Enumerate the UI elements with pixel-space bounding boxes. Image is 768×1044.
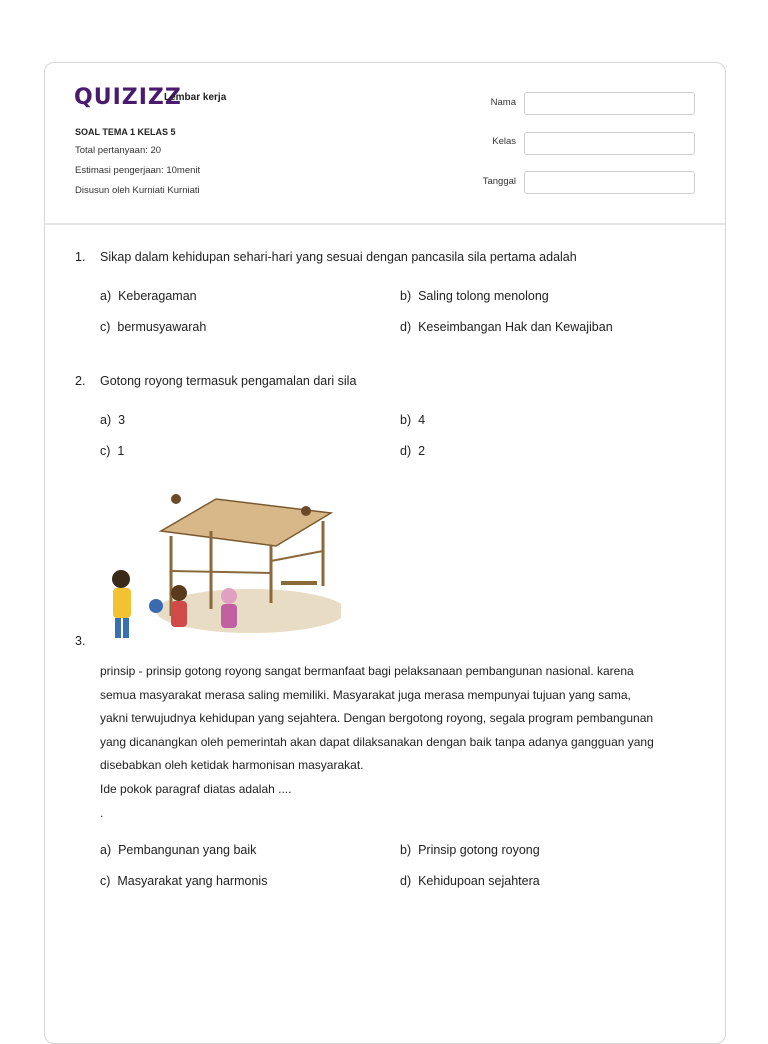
- option-text: Prinsip gotong royong: [418, 843, 540, 857]
- option-text: Keseimbangan Hak dan Kewajiban: [418, 320, 613, 334]
- paragraph-line: disebabkan oleh ketidak harmonisan masyarakat.: [100, 758, 364, 773]
- option-d[interactable]: [400, 444, 425, 458]
- worksheet-title: SOAL TEMA 1 KELAS 5: [75, 127, 176, 137]
- option-letter: b): [400, 843, 412, 857]
- option-letter: a): [100, 289, 112, 303]
- question-text: Gotong royong termasuk pengamalan dari sila: [100, 374, 357, 388]
- question-paragraph: [100, 660, 710, 825]
- paragraph-line: yang dicanangkan oleh pemerintah akan dapat dilaksanakan dengan baik tanpa adanya gangguan yang: [100, 734, 654, 749]
- option-letter: d): [400, 444, 412, 458]
- option-letter: a): [100, 843, 112, 857]
- option-d[interactable]: [400, 874, 540, 888]
- option-text: Pembangunan yang baik: [118, 843, 257, 857]
- option-c[interactable]: [100, 444, 124, 458]
- option-text: Kehidupoan sejahtera: [418, 874, 540, 888]
- quizizz-logo: QUIZIZZ: [74, 85, 182, 110]
- option-text: bermusyawarah: [117, 320, 207, 334]
- option-letter: c): [100, 320, 111, 334]
- option-letter: c): [100, 874, 111, 888]
- option-letter: c): [100, 444, 111, 458]
- option-a[interactable]: [100, 289, 197, 303]
- option-letter: b): [400, 289, 412, 303]
- option-c[interactable]: [100, 874, 267, 888]
- question-prompt: Ide pokok paragraf diatas adalah ....: [100, 781, 292, 796]
- option-letter: a): [100, 413, 112, 427]
- paragraph-line: semua masyarakat merasa saling memiliki. Masyarakat juga merasa mempunyai tujuan yang sama,: [100, 687, 631, 702]
- option-text: 3: [118, 413, 126, 427]
- name-field[interactable]: [524, 92, 695, 115]
- question-number: 3.: [75, 634, 86, 648]
- option-letter: d): [400, 320, 412, 334]
- worksheet-label: Lembar kerja: [164, 92, 227, 103]
- question-number: 2.: [75, 374, 86, 388]
- author-line: Disusun oleh Kurniati Kurniati: [75, 185, 200, 196]
- option-a[interactable]: [100, 843, 256, 857]
- option-b[interactable]: [400, 289, 549, 303]
- name-label: Nama: [490, 97, 516, 108]
- paragraph-line: yakni terwujudnya kehidupan yang sejahtera. Dengan bergotong royong, segala program pembangunan: [100, 711, 654, 726]
- option-text: Saling tolong menolong: [418, 289, 549, 303]
- option-text: 1: [117, 444, 125, 458]
- option-a[interactable]: [100, 413, 125, 427]
- date-field[interactable]: [524, 171, 695, 194]
- option-text: 4: [418, 413, 426, 427]
- option-b[interactable]: [400, 843, 540, 857]
- estimated-time: Estimasi pengerjaan: 10menit: [75, 165, 201, 176]
- option-text: Masyarakat yang harmonis: [117, 874, 268, 888]
- option-c[interactable]: [100, 320, 206, 334]
- date-label: Tanggal: [482, 176, 516, 187]
- option-letter: b): [400, 413, 412, 427]
- option-text: Keberagaman: [118, 289, 197, 303]
- worksheet-card: [44, 62, 726, 1044]
- gotong-royong-illustration: [101, 491, 341, 646]
- total-questions: Total pertanyaan: 20: [75, 145, 162, 156]
- option-d[interactable]: [400, 320, 613, 334]
- class-field[interactable]: [524, 132, 695, 155]
- paragraph-line: prinsip - prinsip gotong royong sangat bermanfaat bagi pelaksanaan pembangunan nasional. karena: [100, 664, 634, 678]
- option-b[interactable]: [400, 413, 425, 427]
- option-letter: d): [400, 874, 412, 888]
- question-text: Sikap dalam kehidupan sehari-hari yang sesuai dengan pancasila sila pertama adalah: [100, 250, 577, 264]
- class-label: Kelas: [492, 136, 516, 147]
- worksheet-header: [45, 63, 725, 225]
- question-number: 1.: [75, 250, 86, 264]
- paragraph-line: .: [100, 805, 104, 820]
- option-text: 2: [418, 444, 426, 458]
